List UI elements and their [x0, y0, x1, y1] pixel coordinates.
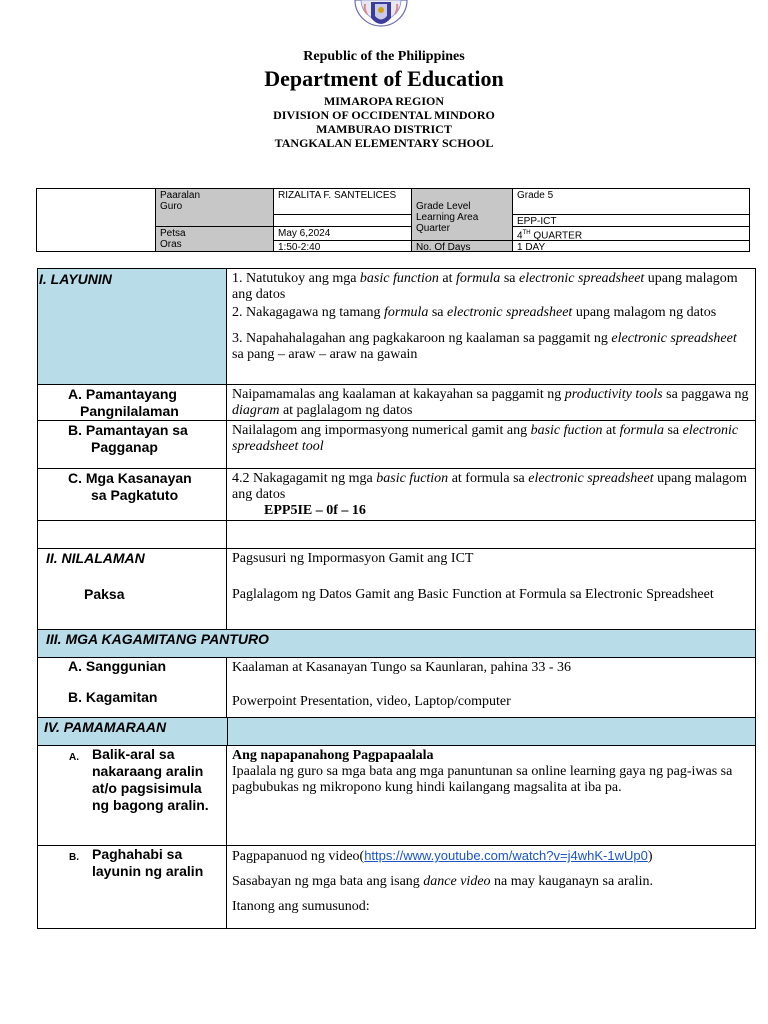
sanggunian-content	[227, 658, 755, 717]
petsa-value: May 6,2024	[273, 226, 411, 240]
row-b-content: Nailalagom ang impormasyong numerical gamit ang basic fuction at formula sa electronic spreadsheet tool	[232, 423, 739, 454]
nilalaman-row	[38, 548, 755, 629]
paghahabi-label-cell	[38, 846, 227, 929]
question-line: Itanong ang sumusunod:	[232, 899, 370, 914]
lesson-plan-table	[37, 268, 756, 929]
grade-level-label: Grade Level	[416, 201, 471, 212]
kagamitan-heading-row	[38, 629, 755, 657]
objective-1: 1. Natutukoy ang mga basic function at formula sa electronic spreadsheet upang malagom ang datos	[232, 271, 738, 302]
district-heading: MAMBURAO DISTRICT	[316, 122, 452, 136]
objective-3: 3. Napahahalagahan ang pagkakaroon ng kaalaman sa paggamit ng electronic spreadsheet sa pang – araw – araw na gawain	[232, 331, 737, 362]
row-b-label: B. Pamantayan sa Pagganap	[38, 421, 227, 468]
lesson-info-table	[36, 188, 750, 252]
department-title: Department of Education	[264, 66, 504, 91]
video-line: Pagpapanuod ng video(https://www.youtube.com/watch?v=j4whK-1wUp0)	[232, 848, 653, 864]
oras-value: 1:50-2:40	[273, 240, 411, 251]
empty-right-cell	[227, 521, 755, 548]
guro-value: RIZALITA F. SANTELICES	[273, 189, 411, 214]
youtube-video-link[interactable]: https://www.youtube.com/watch?v=j4whK-1wUp0	[364, 848, 648, 863]
layunin-title: I. LAYUNIN	[39, 271, 112, 287]
pamamaraan-heading-row	[38, 717, 755, 745]
balik-aral-text: Ipaalala ng guro sa mga bata ang mga panuntunan sa online learning gaya ng pag-iwas sa pagbubukas ng mikropono kung hindi kailangang magsalita at iba pa.	[232, 764, 733, 795]
row-a-label: A. Pamantayang Pangnilalaman	[38, 385, 227, 420]
nilalaman-text-2: Paglalagom ng Datos Gamit ang Basic Function at Formula sa Electronic Spreadsheet	[232, 587, 714, 602]
petsa-oras-labels	[155, 226, 273, 251]
balik-aral-row	[38, 745, 755, 845]
paghahabi-content	[227, 846, 755, 929]
oras-label: Oras	[160, 239, 182, 250]
kagamitan-title: III. MGA KAGAMITANG PANTURO	[46, 631, 269, 647]
balik-aral-label: Balik-aral sa nakaraang aralin at/o pagsisimula ng bagong aralin.	[92, 746, 209, 813]
kasanayan-sa-pagkatuto-row	[38, 468, 755, 520]
paaralan-label: Paaralan	[160, 190, 201, 201]
deped-seal-icon	[351, 0, 411, 46]
republic-heading: Republic of the Philippines	[303, 49, 465, 64]
quarter-label: Quarter	[416, 223, 450, 234]
petsa-label: Petsa	[160, 228, 186, 239]
kagamitan-label: B. Kagamitan	[68, 689, 158, 705]
empty-left-cell	[38, 521, 227, 548]
learning-area-value: EPP-ICT	[512, 214, 750, 226]
sanggunian-value: Kaalaman at Kasanayan Tungo sa Kaunlaran, pahina 33 - 36	[232, 660, 572, 675]
pamantayan-sa-pagganap-row	[38, 420, 755, 468]
guro-label: Guro	[160, 201, 183, 212]
paghahabi-letter: B.	[69, 852, 79, 863]
balik-aral-letter: A.	[69, 752, 79, 763]
balik-aral-content	[227, 746, 755, 845]
balik-aral-label-cell	[38, 746, 227, 845]
paaralan-guro-labels	[155, 189, 273, 226]
competency-code: EPP5IE – 0f – 16	[264, 503, 366, 518]
sanggunian-kagamitan-row	[38, 657, 755, 717]
objective-2: 2. Nakagagawa ng tamang formula sa electronic spreadsheet upang malagom ng datos	[232, 305, 717, 320]
sanggunian-label-cell	[38, 658, 227, 717]
school-heading: TANGKALAN ELEMENTARY SCHOOL	[274, 136, 494, 150]
paksa-label: Paksa	[84, 586, 125, 602]
row-a-content: Naipamamalas ang kaalaman at kakayahan sa paggamit ng productivity tools sa paggawa ng diagram at paglalagom ng datos	[232, 387, 749, 418]
row-c-label: C. Mga Kasanayan sa Pagkatuto	[38, 469, 227, 520]
blank-cell	[273, 214, 411, 226]
paghahabi-row	[38, 845, 755, 929]
region-heading: MIMAROPA REGION	[323, 94, 445, 108]
paghahabi-label: Paghahabi sa layunin ng aralin	[92, 846, 204, 879]
grade-area-quarter-labels	[411, 189, 512, 240]
nilalaman-content	[227, 549, 755, 629]
layunin-content	[227, 269, 755, 384]
division-heading: DIVISION OF OCCIDENTAL MINDORO	[273, 108, 495, 122]
quarter-value: 4TH QUARTER	[512, 226, 750, 240]
nilalaman-label-cell	[38, 549, 227, 629]
row-c-content: 4.2 Nakagagamit ng mga basic fuction at formula sa electronic spreadsheet upang malagom ang datos EPP5IE – 0f – 16	[227, 469, 755, 520]
layunin-row	[38, 269, 755, 384]
grade-value: Grade 5	[512, 189, 750, 214]
pamantayang-pangnilalaman-row	[38, 384, 755, 420]
learning-area-label: Learning Area	[416, 212, 479, 223]
balik-aral-heading: Ang napapanahong Pagpapaalala	[232, 748, 434, 763]
days-value: 1 DAY	[512, 240, 750, 251]
kagamitan-value: Powerpoint Presentation, video, Laptop/computer	[232, 694, 511, 709]
pamamaraan-title: IV. PAMAMARAAN	[44, 719, 167, 735]
nilalaman-title: II. NILALAMAN	[46, 550, 145, 566]
layunin-label-cell	[38, 269, 227, 384]
sanggunian-label: A. Sanggunian	[68, 658, 166, 674]
days-label: No. Of Days	[411, 240, 512, 251]
empty-row	[38, 520, 755, 548]
dance-video-line: Sasabayan ng mga bata ang isang dance video na may kauganayn sa aralin.	[232, 874, 654, 889]
nilalaman-text-1: Pagsusuri ng Impormasyon Gamit ang ICT	[232, 551, 474, 566]
